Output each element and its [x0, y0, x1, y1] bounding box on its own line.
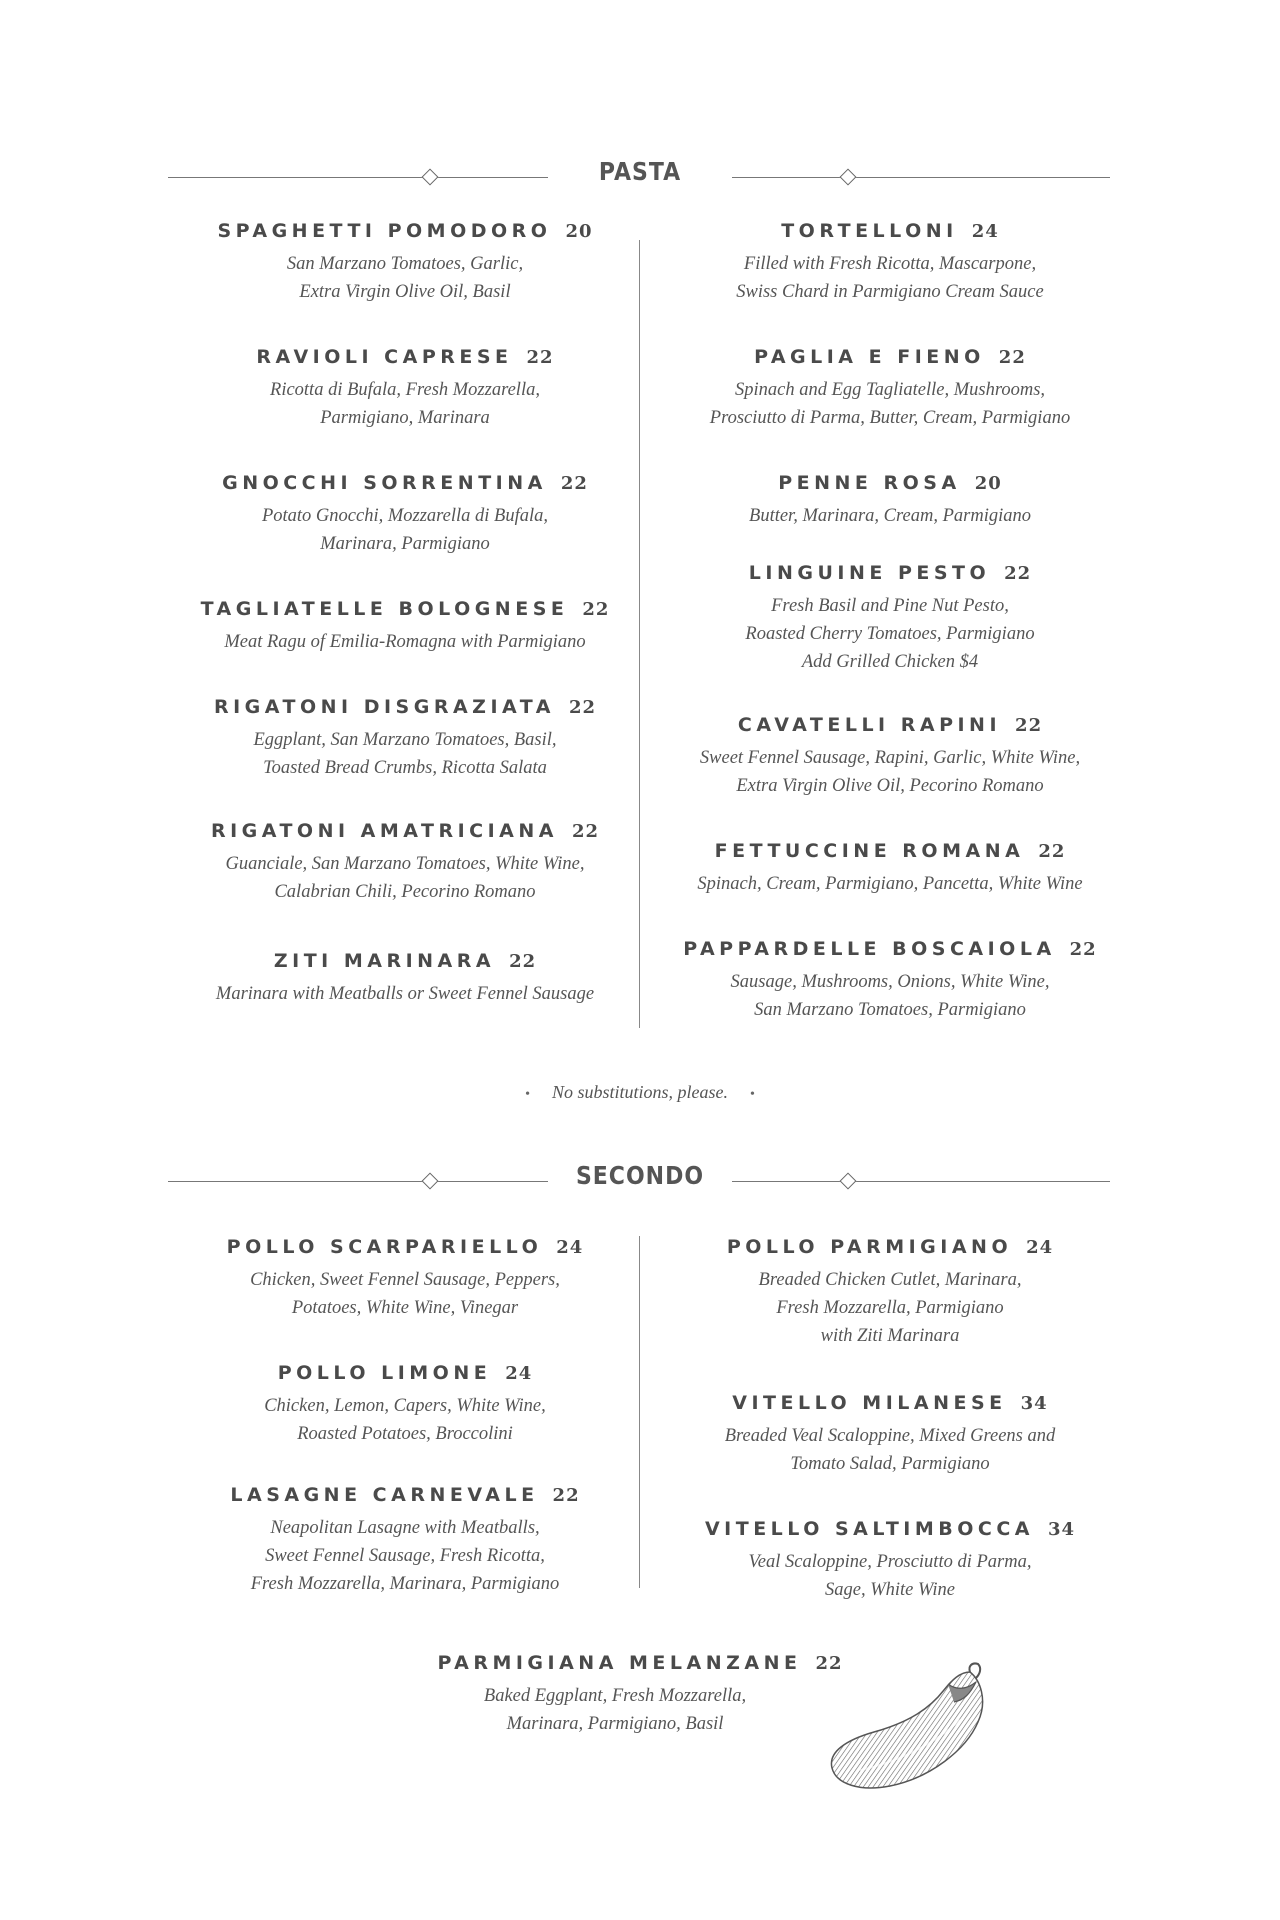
menu-item: [660, 472, 1120, 530]
item-name: RIGATONI DISGRAZIATA: [213, 696, 555, 718]
item-price: 22: [1004, 563, 1032, 584]
menu-item: [170, 1484, 640, 1598]
item-desc: Chicken, Sweet Fennel Sausage, Peppers, Potatoes, White Wine, Vinegar: [250, 1270, 560, 1318]
pasta-header: [0, 158, 1280, 198]
menu-item: [660, 1236, 1120, 1350]
item-price: 22: [1069, 939, 1097, 960]
bullet-icon: •: [525, 1087, 530, 1102]
item-price: 22: [568, 697, 596, 718]
item-desc: Spinach and Egg Tagliatelle, Mushrooms, Prosciutto di Parma, Butter, Cream, Parmigiano: [709, 380, 1071, 428]
item-name: PARMIGIANA MELANZANE: [437, 1652, 802, 1674]
item-name: LINGUINE PESTO: [748, 562, 991, 584]
menu-item: [660, 1392, 1120, 1478]
item-price: 22: [1038, 841, 1066, 862]
item-name: POLLO PARMIGIANO: [726, 1236, 1013, 1258]
menu-item: [170, 1236, 640, 1322]
item-desc: Meat Ragu of Emilia-Romagna with Parmigiano: [224, 632, 586, 652]
item-price: 22: [552, 1485, 580, 1506]
menu-item: [660, 562, 1120, 676]
item-name: PENNE ROSA: [778, 472, 961, 494]
item-name: SPAGHETTI POMODORO: [217, 220, 552, 242]
item-desc: Spinach, Cream, Parmigiano, Pancetta, White Wine: [697, 874, 1083, 894]
menu-item: [170, 472, 640, 558]
menu-item: [660, 938, 1120, 1024]
item-price: 22: [998, 347, 1026, 368]
item-desc: Marinara with Meatballs or Sweet Fennel Sausage: [215, 984, 595, 1004]
item-price: 22: [526, 347, 554, 368]
item-desc: Neapolitan Lasagne with Meatballs, Sweet Fennel Sausage, Fresh Ricotta, Fresh Mozzarella, Marinara, Parmigiano: [250, 1518, 560, 1594]
item-name: RIGATONI AMATRICIANA: [210, 820, 558, 842]
item-name: CAVATELLI RAPINI: [737, 714, 1002, 736]
item-name: GNOCCHI SORRENTINA: [222, 472, 547, 494]
item-name: TAGLIATELLE BOLOGNESE: [200, 598, 569, 620]
item-price: 20: [565, 221, 593, 242]
item-price: 22: [560, 473, 588, 494]
item-desc: Butter, Marinara, Cream, Parmigiano: [749, 506, 1031, 526]
item-name: LASAGNE CARNEVALE: [230, 1484, 539, 1506]
item-name: TORTELLONI: [781, 220, 958, 242]
item-name: POLLO SCARPARIELLO: [226, 1236, 543, 1258]
item-desc: San Marzano Tomatoes, Garlic, Extra Virgin Olive Oil, Basil: [286, 254, 524, 302]
menu-item: [660, 840, 1120, 898]
menu-item: [170, 950, 640, 1008]
item-desc: Fresh Basil and Pine Nut Pesto, Roasted Cherry Tomatoes, Parmigiano Add Grilled Chicken $4: [745, 596, 1035, 672]
item-name: POLLO LIMONE: [277, 1362, 492, 1384]
menu-item: [170, 696, 640, 782]
menu-item: [170, 1362, 640, 1448]
item-name: PAGLIA E FIENO: [754, 346, 985, 368]
item-desc: Eggplant, San Marzano Tomatoes, Basil, Toasted Bread Crumbs, Ricotta Salata: [253, 730, 557, 778]
item-price: 22: [572, 821, 600, 842]
item-price: 22: [1015, 715, 1043, 736]
header-rule-right: [732, 177, 1110, 178]
menu-item: [660, 346, 1120, 432]
menu-item: [660, 714, 1120, 800]
substitution-note: • No substitutions, please. •: [525, 1082, 755, 1102]
item-name: VITELLO SALTIMBOCCA: [704, 1518, 1034, 1540]
item-desc: Baked Eggplant, Fresh Mozzarella, Marinara, Parmigiano, Basil: [483, 1686, 747, 1734]
item-desc: Sausage, Mushrooms, Onions, White Wine, San Marzano Tomatoes, Parmigiano: [730, 972, 1050, 1020]
item-name: PAPPARDELLE BOSCAIOLA: [683, 938, 1056, 960]
item-name: ZITI MARINARA: [273, 950, 496, 972]
item-price: 24: [971, 221, 999, 242]
item-desc: Ricotta di Bufala, Fresh Mozzarella, Parmigiano, Marinara: [270, 380, 540, 428]
item-name: RAVIOLI CAPRESE: [256, 346, 513, 368]
item-price: 22: [509, 951, 537, 972]
menu-item: [660, 1518, 1120, 1604]
item-desc: Veal Scaloppine, Prosciutto di Parma, Sage, White Wine: [748, 1552, 1032, 1600]
menu-item: [170, 598, 640, 656]
item-desc: Sweet Fennel Sausage, Rapini, Garlic, White Wine, Extra Virgin Olive Oil, Pecorino Romano: [699, 748, 1081, 796]
item-desc: Chicken, Lemon, Capers, White Wine, Roasted Potatoes, Broccolini: [264, 1396, 546, 1444]
section-title-secondo: SECONDO: [575, 1162, 705, 1191]
section-title-pasta: PASTA: [598, 158, 682, 187]
item-desc: Guanciale, San Marzano Tomatoes, White Wine, Calabrian Chili, Pecorino Romano: [225, 854, 585, 902]
eggplant-icon: [820, 1660, 1000, 1800]
item-name: FETTUCCINE ROMANA: [714, 840, 1025, 862]
item-price: 20: [974, 473, 1002, 494]
bullet-icon: •: [750, 1087, 755, 1102]
menu-item: [170, 220, 640, 306]
item-name: VITELLO MILANESE: [732, 1392, 1007, 1414]
item-desc: Breaded Chicken Cutlet, Marinara, Fresh Mozzarella, Parmigiano with Ziti Marinara: [758, 1270, 1022, 1346]
secondo-header: [0, 1162, 1280, 1202]
item-price: 24: [1026, 1237, 1054, 1258]
menu-item: [170, 820, 640, 906]
item-price: 24: [556, 1237, 584, 1258]
item-price: 34: [1020, 1393, 1048, 1414]
item-desc: Filled with Fresh Ricotta, Mascarpone, Swiss Chard in Parmigiano Cream Sauce: [736, 254, 1044, 302]
header-rule-right: [732, 1181, 1110, 1182]
item-price: 24: [505, 1363, 533, 1384]
item-desc: Potato Gnocchi, Mozzarella di Bufala, Marinara, Parmigiano: [261, 506, 549, 554]
menu-item: [660, 220, 1120, 306]
item-price: 34: [1047, 1519, 1076, 1540]
menu-item: [170, 346, 640, 432]
item-price: 22: [582, 599, 610, 620]
item-price: 22: [815, 1653, 843, 1674]
item-desc: Breaded Veal Scaloppine, Mixed Greens and Tomato Salad, Parmigiano: [724, 1426, 1056, 1474]
